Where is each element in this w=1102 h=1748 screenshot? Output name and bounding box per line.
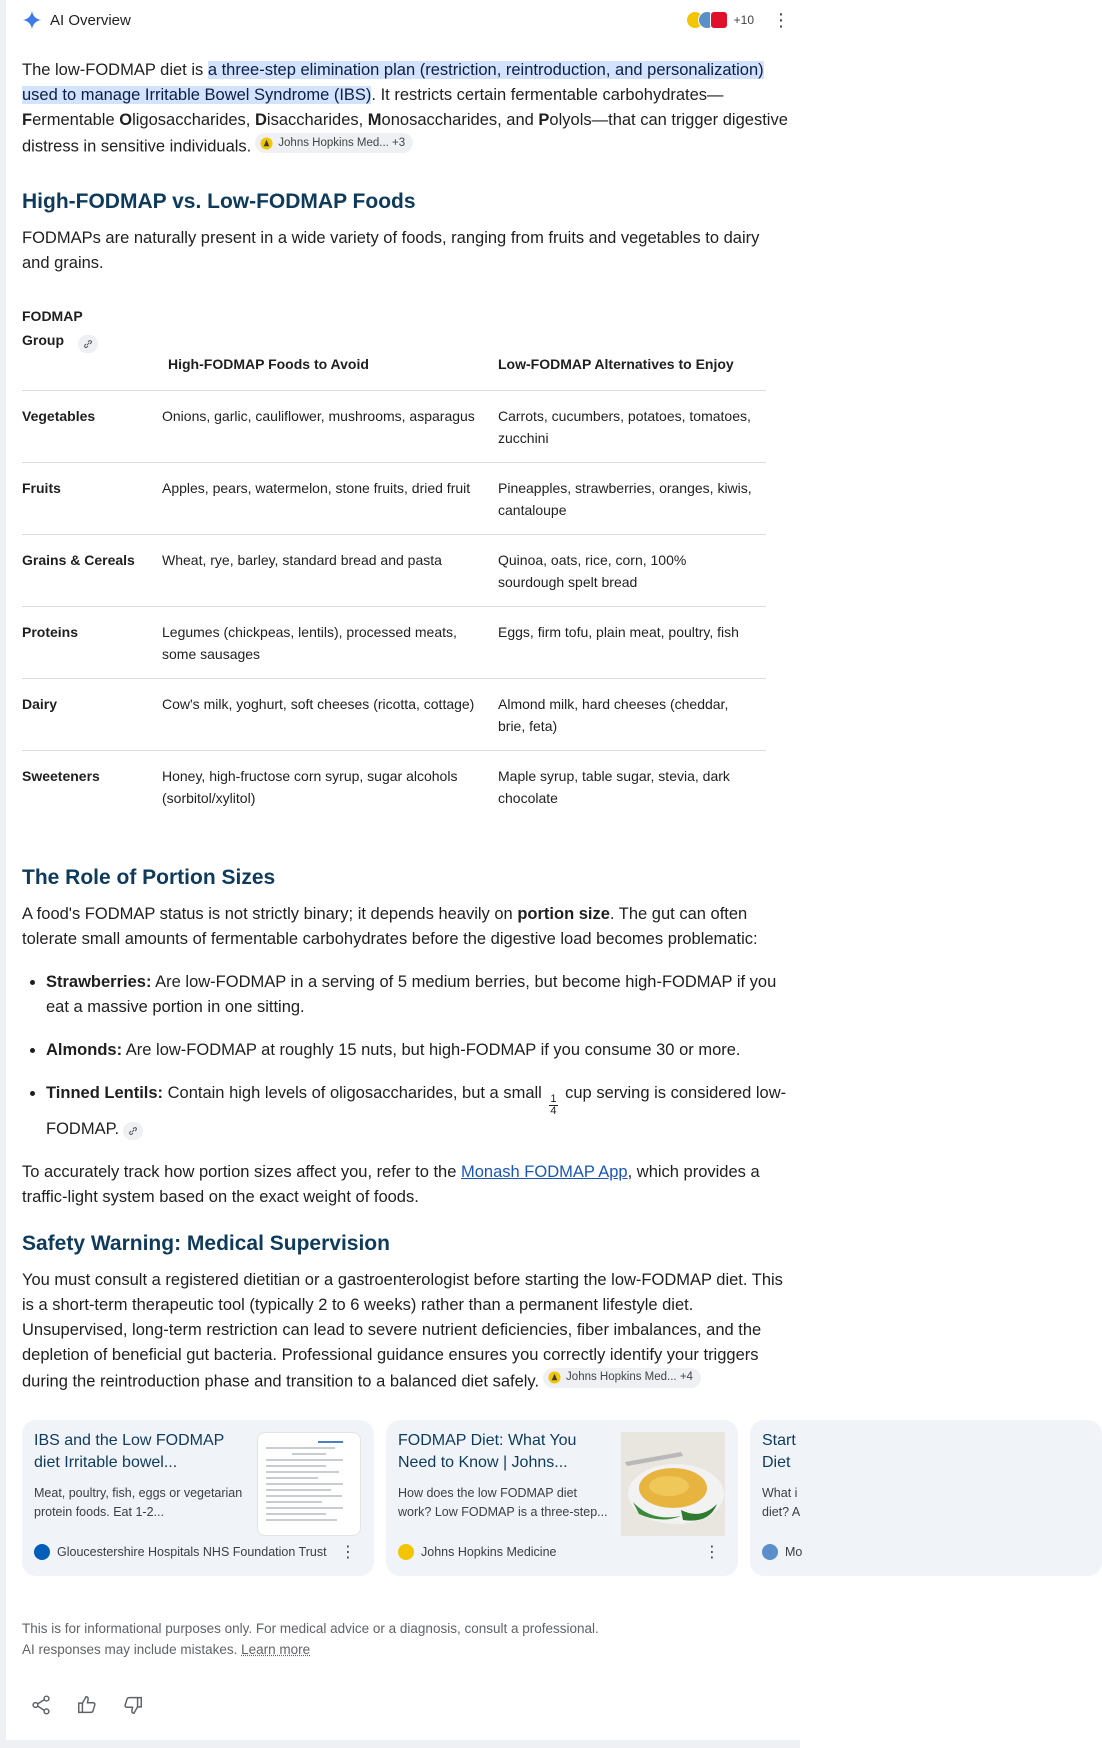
cell-high: Apples, pears, watermelon, stone fruits, dried fruit <box>162 462 498 534</box>
acronym-f: F <box>22 111 33 129</box>
learn-more-link[interactable]: Learn more <box>241 1642 311 1657</box>
fraction-denominator: 4 <box>550 1104 557 1117</box>
gemini-sparkle-icon <box>22 10 42 30</box>
portions-text-bold: portion size <box>517 904 610 923</box>
foods-intro-text: FODMAPs are naturally present in a wide variety of foods, ranging from fruits and vegetables to dairy and grains. <box>22 228 760 272</box>
thumbs-down-icon[interactable] <box>122 1694 144 1716</box>
acronym-d: D <box>254 111 267 129</box>
table-row <box>22 678 766 750</box>
omelette-photo <box>621 1432 725 1536</box>
citation-chip-label: Johns Hopkins Med... +3 <box>278 136 406 149</box>
portions-intro-text <box>22 902 788 952</box>
safety-text: You must consult a registered dietitian or a gastroenterologist before starting the low-FODMAP diet. This is a short-term therapeutic tool (typically 2 to 6 weeks) rather than a permanent lifestyle diet. Unsupervised, long-term restriction can lead to severe nutrient deficiencies, fiber imbalances, and the depletion of beneficial gut bacteria. Professional guidance ensures you correctly identify your triggers during the reintroduction phase and transition to a balanced diet safely. <box>22 1270 783 1390</box>
list-item-text-end: cup serving is considered low-FODMAP. <box>46 1083 787 1138</box>
cell-group: Dairy <box>22 678 162 750</box>
card-thumbnail <box>257 1432 361 1536</box>
source-card[interactable] <box>22 1420 374 1576</box>
cell-low: Eggs, firm tofu, plain meat, poultry, fish <box>498 606 766 678</box>
johns-hopkins-shield-icon <box>260 137 273 150</box>
monash-app-link[interactable]: Monash FODMAP App <box>461 1162 628 1181</box>
cell-low: Carrots, cucumbers, potatoes, tomatoes, zucchini <box>498 390 766 462</box>
card-source <box>398 1544 557 1560</box>
card-source-name: Johns Hopkins Medicine <box>421 1545 557 1559</box>
fraction-one-quarter <box>549 1094 557 1117</box>
card-thumbnail <box>621 1432 725 1536</box>
cell-low: Quinoa, oats, rice, corn, 100% sourdough spelt bread <box>498 534 766 606</box>
cell-group: Grains & Cereals <box>22 534 162 606</box>
disclaimer-line1: This is for informational purposes only. For medical advice or a diagnosis, consult a professional. <box>22 1621 599 1636</box>
intro-highlight: a three-step elimination plan (restriction, reintroduction, and personalization) used to manage Irritable Bowel Syndrome (IBS) <box>22 61 764 104</box>
overview-content <box>22 58 788 1394</box>
safety-paragraph <box>22 1268 788 1395</box>
card-more-icon[interactable]: ⋮ <box>340 1544 356 1561</box>
portions-text-a: A food's FODMAP status is not strictly binary; it depends heavily on <box>22 904 518 923</box>
table-link-icon[interactable] <box>78 335 98 353</box>
cell-high: Legumes (chickpeas, lentils), processed meats, some sausages <box>162 606 498 678</box>
list-item-text: Are low-FODMAP in a serving of 5 medium berries, but become high-FODMAP if you eat a massive portion in one sitting. <box>46 972 777 1016</box>
share-icon[interactable] <box>30 1694 52 1716</box>
cell-group: Fruits <box>22 462 162 534</box>
cell-group: Vegetables <box>22 390 162 462</box>
johns-hopkins-shield-icon <box>548 1371 561 1384</box>
acronym-m-word: onosaccharides, and <box>381 111 539 129</box>
list-item <box>46 970 788 1020</box>
cell-high: Honey, high-fructose corn syrup, sugar alcohols (sorbitol/xylitol) <box>162 750 498 822</box>
inline-link-icon[interactable] <box>123 1122 143 1140</box>
table-row <box>22 750 766 822</box>
cell-low: Maple syrup, table sugar, stevia, dark chocolate <box>498 750 766 822</box>
card-snippet: Meat, poultry, fish, eggs or vegetarian protein foods. Eat 1-2... <box>34 1486 243 1519</box>
intro-part1: . It restricts certain fermentable carbohydrates— <box>371 86 724 104</box>
cell-group: Proteins <box>22 606 162 678</box>
card-title[interactable]: FODMAP Diet: What You Need to Know | Johns... <box>398 1432 577 1471</box>
feedback-actions <box>30 1694 168 1716</box>
johns-hopkins-favicon-icon <box>398 1544 414 1560</box>
card-source-name: Mo <box>785 1545 803 1559</box>
table-row <box>22 606 766 678</box>
card-source <box>762 1544 802 1560</box>
list-item-text: Are low-FODMAP at roughly 15 nuts, but high-FODMAP if you consume 30 or more. <box>122 1040 741 1059</box>
section-heading-portions: The Role of Portion Sizes <box>22 865 276 889</box>
list-item-label: Strawberries: <box>46 972 152 991</box>
left-edge <box>0 0 6 1748</box>
portions-text-b: . The gut can often tolerate small amounts of fermentable carbohydrates before the digestive load becomes problematic: <box>22 904 758 948</box>
cell-low: Pineapples, strawberries, oranges, kiwis, cantaloupe <box>498 462 766 534</box>
overview-header <box>22 8 792 32</box>
cell-high: Cow's milk, yoghurt, soft cheeses (ricotta, cottage) <box>162 678 498 750</box>
card-more-icon[interactable]: ⋮ <box>704 1544 720 1561</box>
monash-text-b: , which provides a traffic-light system based on the exact weight of foods. <box>22 1162 760 1206</box>
card-source-name: Gloucestershire Hospitals NHS Foundation Trust <box>57 1545 327 1559</box>
thumbs-up-icon[interactable] <box>76 1694 98 1716</box>
table-header-row <box>22 304 766 391</box>
source-count: +10 <box>733 13 754 27</box>
table-row <box>22 534 766 606</box>
acronym-o: O <box>119 111 133 129</box>
acronym-m: M <box>367 111 382 129</box>
monash-paragraph <box>22 1160 788 1210</box>
table-row <box>22 462 766 534</box>
fraction-numerator: 1 <box>550 1092 557 1105</box>
list-item <box>46 1038 788 1063</box>
disclaimer-line2 <box>22 1639 782 1660</box>
acronym-p: P <box>538 111 550 129</box>
source-card[interactable] <box>750 1420 1102 1576</box>
citation-chip[interactable] <box>255 133 413 153</box>
fodmap-table <box>22 304 766 822</box>
nhs-favicon-icon <box>34 1544 50 1560</box>
disclaimer <box>22 1618 782 1660</box>
list-item-text: Contain high levels of oligosaccharides, but a small <box>163 1083 547 1102</box>
column-header-group-label: FODMAP Group <box>22 307 83 348</box>
acronym-f-word: ermentable <box>32 111 120 129</box>
document-preview <box>257 1432 361 1536</box>
column-header-low: Low-FODMAP Alternatives to Enjoy <box>498 355 734 372</box>
overview-title: AI Overview <box>50 11 131 29</box>
column-header-high: High-FODMAP Foods to Avoid <box>168 355 369 372</box>
acronym-o-word: ligosaccharides, <box>132 111 255 129</box>
portion-list <box>46 970 788 1142</box>
table-row <box>22 390 766 462</box>
card-snippet: How does the low FODMAP diet work? Low FODMAP is a three-step... <box>398 1486 608 1519</box>
acronym-d-word: isaccharides, <box>266 111 368 129</box>
cell-group: Sweeteners <box>22 750 162 822</box>
cell-high: Wheat, rye, barley, standard bread and pasta <box>162 534 498 606</box>
section-heading-safety: Safety Warning: Medical Supervision <box>22 1231 390 1255</box>
section-heading-foods: High-FODMAP vs. Low-FODMAP Foods <box>22 189 416 213</box>
cell-low: Almond milk, hard cheeses (cheddar, brie, feta) <box>498 678 766 750</box>
list-item <box>46 1081 788 1142</box>
intro-prefix: The low-FODMAP diet is <box>22 61 208 79</box>
citation-chip-label: Johns Hopkins Med... +4 <box>566 1371 693 1383</box>
source-cards-carousel <box>22 1420 803 1576</box>
cell-high: Onions, garlic, cauliflower, mushrooms, asparagus <box>162 390 498 462</box>
list-item-label: Tinned Lentils: <box>46 1083 164 1102</box>
monash-text-a: To accurately track how portion sizes affect you, refer to the <box>22 1162 461 1181</box>
acronym-p-word: olyols—that can trigger digestive distress in sensitive individuals. <box>22 111 788 156</box>
intro-paragraph <box>22 58 788 160</box>
bottom-edge <box>0 1740 800 1748</box>
card-title[interactable]: Start Diet <box>762 1432 796 1471</box>
citation-chip[interactable] <box>543 1368 701 1388</box>
card-source <box>34 1544 327 1560</box>
card-title[interactable]: IBS and the Low FODMAP diet Irritable bowel... <box>34 1432 225 1471</box>
more-options-icon[interactable]: ⋮ <box>772 10 790 30</box>
card-snippet: What i diet? A <box>762 1486 801 1519</box>
disclaimer-line2-text: AI responses may include mistakes. <box>22 1642 242 1657</box>
globe-favicon-icon <box>762 1544 778 1560</box>
source-card[interactable] <box>386 1420 738 1576</box>
list-item-label: Almonds: <box>46 1040 123 1059</box>
column-header-group <box>22 304 162 391</box>
sources-button[interactable] <box>686 8 790 32</box>
youtube-favicon-icon <box>710 11 728 29</box>
